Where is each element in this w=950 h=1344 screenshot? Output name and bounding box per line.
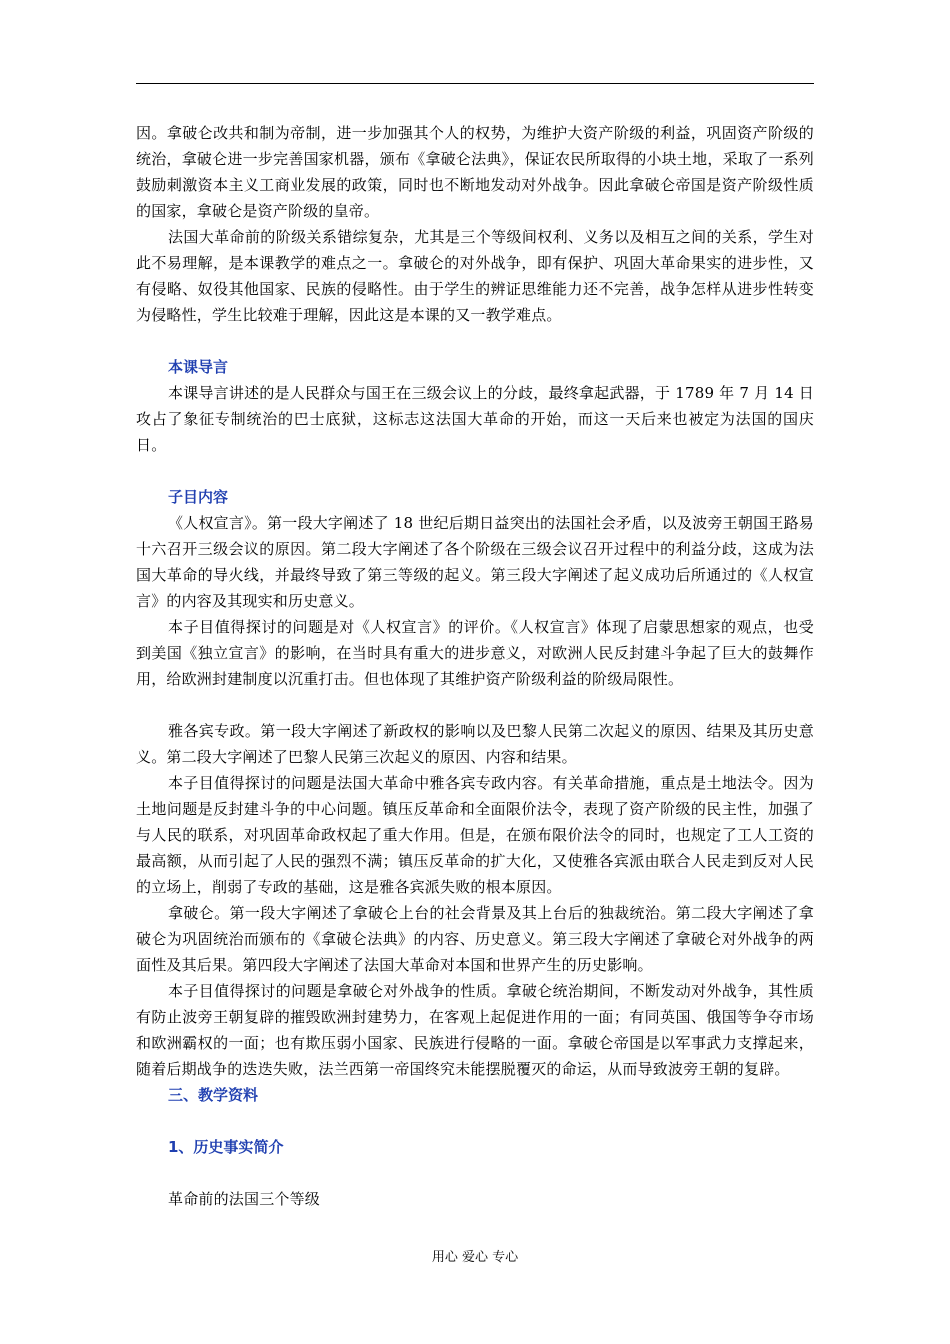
paragraph-rights-declaration: 《人权宣言》。第一段大字阐述了 18 世纪后期日益突出的法国社会矛盾，以及波旁王朝国王路易十六召开三级会议的原因。第二段大字阐述了各个阶级在三级会议召开过程中的利益分歧，这成为法国大革命的导火线，并最终导致了第三等级的起义。第三段大字阐述了起义成功后所通过的《人权宣言》的内容及其现实和历史意义。 bbox=[136, 514, 814, 610]
paragraph-jacobin-discussion: 本子目值得探讨的问题是法国大革命中雅各宾专政内容。有关革命措施，重点是土地法令。因为土地问题是反封建斗争的中心问题。镇压反革命和全面限价法令，表现了资产阶级的民主性，加强了与人民的联系，对巩固革命政权起了重大作用。但是，在颁布限价法令的同时，也规定了工人工资的最高额，从而引起了人民的强烈不满；镇压反革命的扩大化，又使雅各宾派由联合人民走到反对人民的立场上，削弱了专政的基础，这是雅各宾派失败的根本原因。 bbox=[136, 774, 814, 896]
spacer bbox=[136, 692, 814, 718]
heading-lesson-intro: 本课导言 bbox=[168, 358, 229, 376]
paragraph-rights-declaration-evaluation: 本子目值得探讨的问题是对《人权宣言》的评价。《人权宣言》体现了启蒙思想家的观点，也受到美国《独立宣言》的影响，在当时具有重大的进步意义，对欧洲人民反封建斗争起了巨大的鼓舞作用，给欧洲封建制度以沉重打击。但也体现了其维护资产阶级利益的阶级局限性。 bbox=[136, 618, 814, 688]
paragraph-napoleon-wars: 本子目值得探讨的问题是拿破仑对外战争的性质。拿破仑统治期间，不断发动对外战争，其性质有防止波旁王朝复辟的摧毁欧洲封建势力，在客观上起促进作用的一面；有同英国、俄国等争夺市场和欧洲霸权的一面；也有欺压弱小国家、民族进行侵略的一面。拿破仑帝国是以军事武力支撑起来，随着后期战争的迭迭失败，法兰西第一帝国终究未能摆脱覆灭的命运，从而导致波旁王朝的复辟。 bbox=[136, 982, 814, 1078]
heading-teaching-materials: 三、教学资料 bbox=[168, 1086, 259, 1104]
heading-historical-facts: 1、历史事实简介 bbox=[168, 1138, 284, 1156]
spacer bbox=[136, 328, 814, 354]
spacer bbox=[136, 458, 814, 484]
page-footer: 用心 爱心 专心 bbox=[431, 1250, 519, 1265]
spacer bbox=[136, 1108, 814, 1134]
paragraph-teaching-difficulties: 法国大革命前的阶级关系错综复杂，尤其是三个等级间权利、义务以及相互之间的关系，学生对此不易理解，是本课教学的难点之一。拿破仑的对外战争，即有保护、巩固大革命果实的进步性，又有侵略、奴役其他国家、民族的侵略性。由于学生的辨证思维能力还不完善，战争怎样从进步性转变为侵略性，学生比较难于理解，因此这是本课的又一教学难点。 bbox=[136, 228, 814, 324]
spacer bbox=[136, 1160, 814, 1186]
paragraph-three-estates: 革命前的法国三个等级 bbox=[168, 1190, 321, 1208]
heading-subsection-content: 子目内容 bbox=[168, 488, 229, 506]
paragraph-jacobin: 雅各宾专政。第一段大字阐述了新政权的影响以及巴黎人民第二次起义的原因、结果及其历史意义。第二段大字阐述了巴黎人民第三次起义的原因、内容和结果。 bbox=[136, 722, 814, 766]
header-rule bbox=[136, 83, 814, 84]
paragraph-napoleon: 拿破仑。第一段大字阐述了拿破仑上台的社会背景及其上台后的独裁统治。第二段大字阐述了拿破仑为巩固统治而颁布的《拿破仑法典》的内容、历史意义。第三段大字阐述了拿破仑对外战争的两面性及其后果。第四段大字阐述了法国大革命对本国和世界产生的历史影响。 bbox=[136, 904, 814, 974]
paragraph-lesson-intro: 本课导言讲述的是人民群众与国王在三级会议上的分歧，最终拿起武器，于 1789 年 7 月 14 日攻占了象征专制统治的巴士底狱，这标志这法国大革命的开始，而这一天后来也被定为法国的国庆日。 bbox=[136, 384, 814, 454]
paragraph-napoleon-empire: 因。拿破仑改共和制为帝制，进一步加强其个人的权势，为维护大资产阶级的利益，巩固资产阶级的统治，拿破仑进一步完善国家机器，颁布《拿破仑法典》，保证农民所取得的小块土地，采取了一系列鼓励刺激资本主义工商业发展的政策，同时也不断地发动对外战争。因此拿破仑帝国是资产阶级性质的国家，拿破仑是资产阶级的皇帝。 bbox=[136, 124, 814, 220]
document-body bbox=[136, 120, 814, 1212]
